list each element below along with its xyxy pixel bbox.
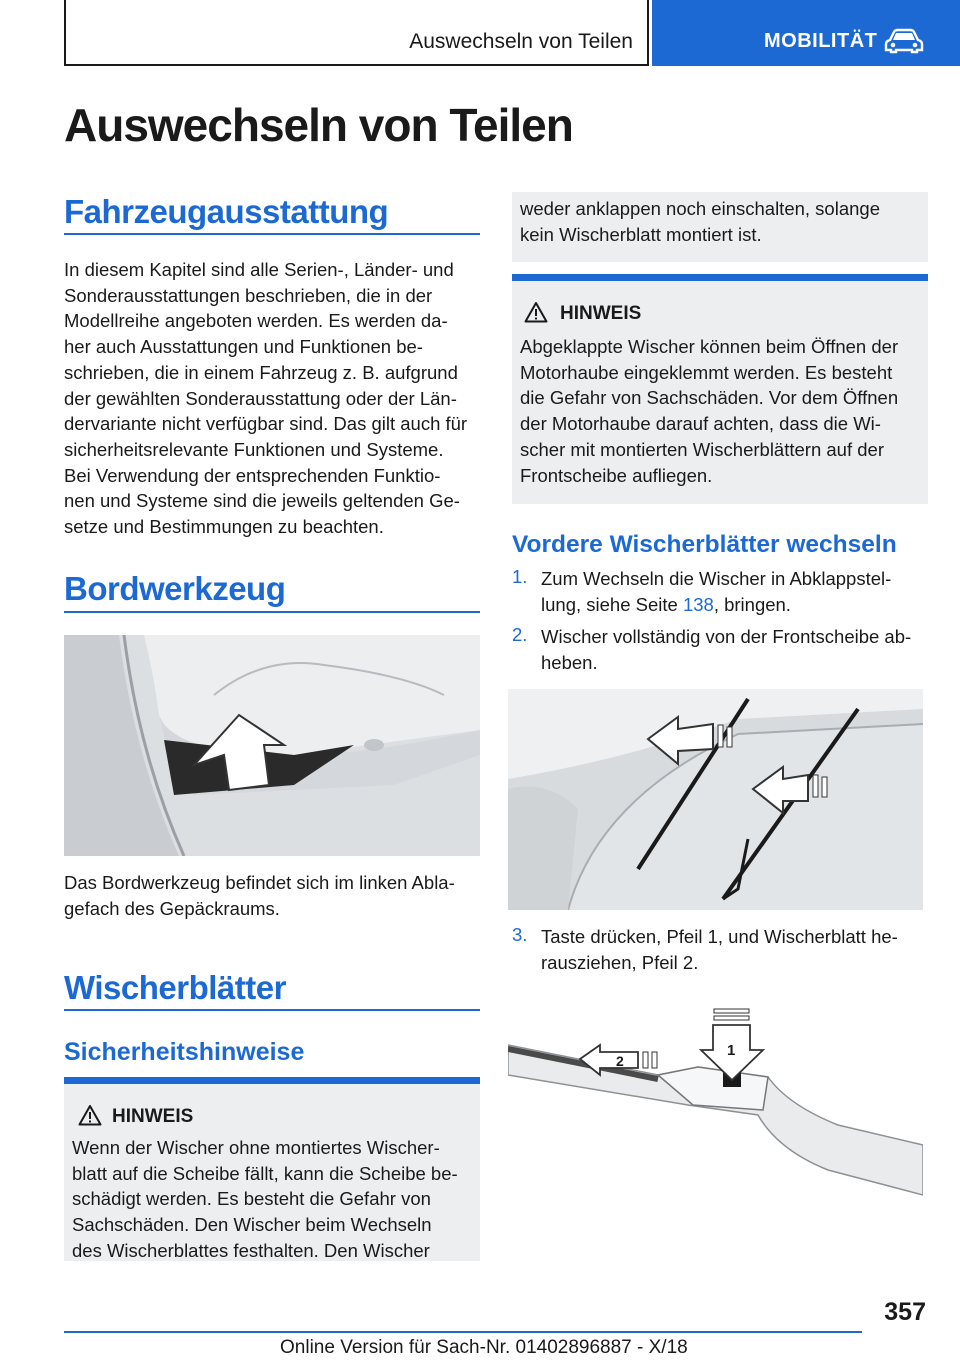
step-number: 3. [512, 924, 528, 945]
note-box-wischer [64, 1077, 480, 1261]
heading-fahrzeugausstattung: Fahrzeugausstattung [64, 193, 389, 230]
heading-rule [64, 233, 480, 235]
paragraph-fahrzeugausstattung: In diesem Kapitel sind alle Serien-, Länder- und Sonderausstattungen beschrieben, die in der Modellreihe angeboten werden. Es werden da- her auch Ausstattungen und Funktionen be- schrieben, die in einem Fahrzeug z. B. aufgrund der gewählten Sonderausstattung oder der Län- dervariante nicht verfügbar sind. Das gilt auch für sicherheitsrelevante Funktionen und Systeme. Bei Verwendung der entsprechenden Funktio- nen und Systeme sind die jeweils geltenden Ge- setze und Bestimmungen zu beachten. [64, 259, 468, 538]
paragraph-bordwerkzeug: Das Bordwerkzeug befindet sich im linken Abla- gefach des Gepäckraums. [64, 872, 455, 919]
header-chapter-box[interactable] [652, 0, 960, 66]
step-text: Zum Wechseln die Wischer in Abklappstel- lung, siehe Seite 138, bringen. [541, 568, 892, 615]
note-label: HINWEIS [560, 303, 642, 324]
note-box-motorhaube [512, 274, 928, 504]
warning-icon [78, 1104, 102, 1126]
arrow-2-label: 2 [616, 1053, 624, 1069]
header-section-box [64, 0, 649, 66]
footer-rule [64, 1331, 862, 1333]
note-label: HINWEIS [112, 1106, 194, 1127]
heading-sicherheitshinweise: Sicherheitshinweise [64, 1038, 305, 1066]
heading-wischerblaetter: Wischerblätter [64, 969, 286, 1006]
page-title: Auswechseln von Teilen [64, 99, 573, 151]
car-icon [884, 28, 924, 54]
warning-icon [524, 301, 548, 323]
heading-rule [64, 1009, 480, 1011]
page-number: 357 [884, 1298, 926, 1326]
figure-trunk-storage [64, 635, 480, 856]
heading-bordwerkzeug: Bordwerkzeug [64, 570, 286, 607]
header-section-title: Auswechseln von Teilen [409, 30, 633, 53]
note-bar [64, 1077, 480, 1084]
wiper-blade-illustration [508, 1005, 923, 1220]
page-link-138[interactable]: 138 [682, 593, 714, 615]
arrow-1-label: 1 [727, 1042, 736, 1059]
trunk-illustration [64, 635, 480, 856]
step-text: Taste drücken, Pfeil 1, und Wischerblatt he- rausziehen, Pfeil 2. [541, 926, 898, 973]
windshield-illustration [508, 689, 923, 910]
figure-wiper-blade-release [508, 1005, 923, 1220]
figure-windshield-wipers [508, 689, 923, 910]
note-text: Wenn der Wischer ohne montiertes Wischer- blatt auf die Scheibe fällt, kann die Scheibe be- schädigt werden. Es besteht die Gefahr von Sachschäden. Den Wischer beim Wechseln des Wischerblattes festhalten. Den Wischer [72, 1137, 458, 1261]
step-text: Wischer vollständig von der Frontscheibe ab- heben. [541, 626, 912, 673]
note-text-continuation: weder anklappen noch einschalten, solange kein Wischerblatt montiert ist. [520, 198, 880, 245]
heading-vordere-wischerblaetter: Vordere Wischerblätter wechseln [512, 531, 897, 558]
footer-text: Online Version für Sach-Nr. 01402896887 - X/18 [280, 1337, 688, 1358]
step-number: 1. [512, 566, 528, 587]
note-text: Abgeklappte Wischer können beim Öffnen der Motorhaube eingeklemmt werden. Es besteht die Gefahr von Sachschäden. Vor dem Öffnen der Motorhaube darauf achten, dass die Wi- scher mit montierten Wischerblättern auf der Frontscheibe aufliegen. [520, 336, 899, 486]
header-chapter-title: MOBILITÄT [764, 30, 878, 52]
note-box-continuation [512, 192, 928, 262]
step-number: 2. [512, 624, 528, 645]
note-bar [512, 274, 928, 281]
heading-rule [64, 611, 480, 613]
